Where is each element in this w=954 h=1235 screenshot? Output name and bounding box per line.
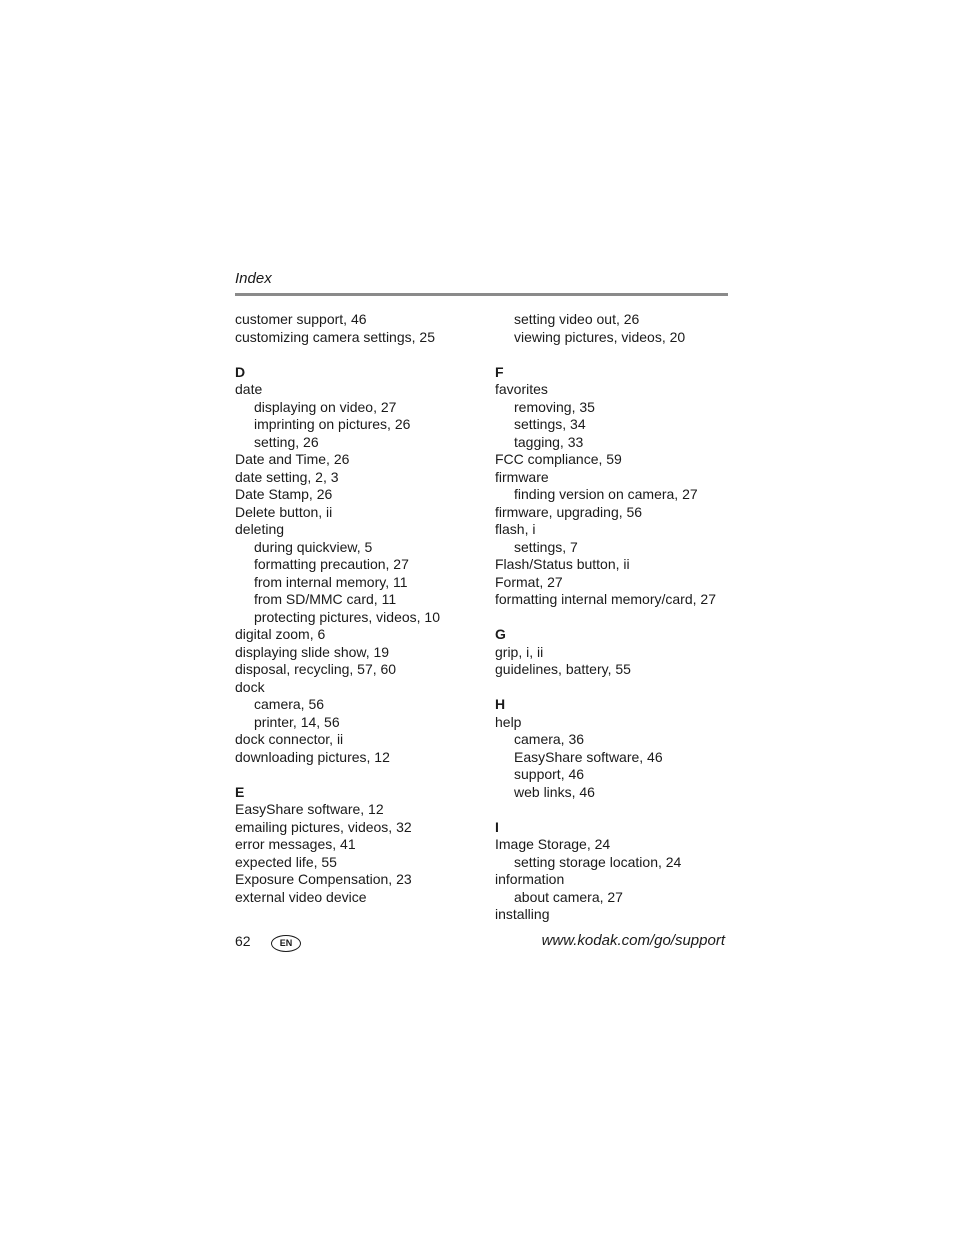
index-subentry: from internal memory, 11 — [254, 573, 408, 590]
index-entry: customer support, 46 — [235, 311, 367, 327]
index-entry: customizing camera settings, 25 — [235, 328, 435, 345]
index-entry: error messages, 41 — [235, 836, 356, 852]
index-subentry: setting storage location, 24 — [514, 853, 682, 870]
header-rule — [235, 293, 728, 296]
index-entry: firmware, upgrading, 56 — [495, 503, 643, 520]
index-entry: Exposure Compensation, 23 — [235, 871, 412, 887]
index-entry: grip, i, ii — [495, 643, 544, 660]
index-entry: installing — [495, 906, 550, 922]
index-subentry: from SD/MMC card, 11 — [254, 591, 397, 607]
index-subentry: camera, 36 — [514, 731, 585, 747]
index-subentry: EasyShare software, 46 — [514, 748, 663, 765]
index-entry: dock — [235, 678, 265, 695]
index-entry: favorites — [495, 381, 548, 397]
index-entry: EasyShare software, 12 — [235, 801, 384, 817]
index-letter-heading: D — [235, 363, 246, 380]
index-entry: information — [495, 871, 565, 887]
index-entry: Date Stamp, 26 — [235, 486, 333, 502]
index-spacer — [495, 346, 745, 364]
index-subentry: setting video out, 26 — [514, 311, 640, 327]
index-spacer — [495, 609, 745, 627]
language-badge: EN — [271, 935, 301, 952]
index-subentry: support, 46 — [514, 766, 585, 782]
index-spacer — [495, 679, 745, 697]
index-subentry: setting, 26 — [254, 433, 319, 450]
index-entry: external video device — [235, 888, 367, 905]
index-entry: Delete button, ii — [235, 503, 333, 520]
index-letter-heading: H — [495, 696, 506, 712]
index-subentry: camera, 56 — [254, 696, 325, 712]
index-column-right — [495, 311, 745, 924]
index-spacer — [495, 801, 745, 819]
index-subentry: web links, 46 — [514, 783, 595, 800]
index-entry: firmware — [495, 468, 549, 485]
index-entry: digital zoom, 6 — [235, 626, 326, 642]
index-subentry: protecting pictures, videos, 10 — [254, 608, 440, 625]
support-url: www.kodak.com/go/support — [541, 932, 725, 949]
index-entry: expected life, 55 — [235, 853, 337, 870]
index-letter-heading: F — [495, 363, 504, 380]
index-entry: downloading pictures, 12 — [235, 748, 390, 765]
index-entry: dock connector, ii — [235, 731, 344, 747]
index-subentry: finding version on camera, 27 — [514, 486, 698, 502]
index-letter-heading: I — [495, 818, 499, 835]
page-title: Index — [235, 270, 272, 287]
index-letter-heading: E — [235, 783, 245, 800]
index-letter-heading: G — [495, 626, 506, 642]
index-entry: help — [495, 713, 522, 730]
index-subentry: formatting precaution, 27 — [254, 556, 409, 572]
index-entry: emailing pictures, videos, 32 — [235, 818, 412, 835]
index-subentry: during quickview, 5 — [254, 538, 373, 555]
index-entry: disposal, recycling, 57, 60 — [235, 661, 397, 677]
index-subentry: printer, 14, 56 — [254, 713, 340, 730]
index-subentry: displaying on video, 27 — [254, 398, 397, 415]
index-entry: Format, 27 — [495, 573, 563, 590]
index-entry: FCC compliance, 59 — [495, 451, 622, 467]
index-entry: deleting — [235, 521, 285, 537]
index-column-left — [235, 311, 485, 906]
index-entry: Image Storage, 24 — [495, 836, 611, 852]
index-entry: formatting internal memory/card, 27 — [495, 591, 716, 607]
index-entry: guidelines, battery, 55 — [495, 661, 631, 677]
index-entry: displaying slide show, 19 — [235, 643, 390, 660]
index-subentry: viewing pictures, videos, 20 — [514, 328, 686, 345]
index-entry: date — [235, 381, 263, 397]
page-number: 62 — [235, 933, 251, 949]
index-subentry: settings, 34 — [514, 416, 586, 432]
index-subentry: removing, 35 — [514, 398, 595, 415]
index-entry: Date and Time, 26 — [235, 451, 350, 467]
index-entry: date setting, 2, 3 — [235, 468, 339, 485]
index-subentry: about camera, 27 — [514, 888, 623, 905]
index-entry: Flash/Status button, ii — [495, 556, 630, 572]
index-subentry: tagging, 33 — [514, 433, 584, 450]
index-entry: flash, i — [495, 521, 536, 537]
index-spacer — [235, 346, 485, 364]
index-subentry: settings, 7 — [514, 538, 578, 555]
index-spacer — [235, 766, 485, 784]
index-subentry: imprinting on pictures, 26 — [254, 416, 411, 432]
